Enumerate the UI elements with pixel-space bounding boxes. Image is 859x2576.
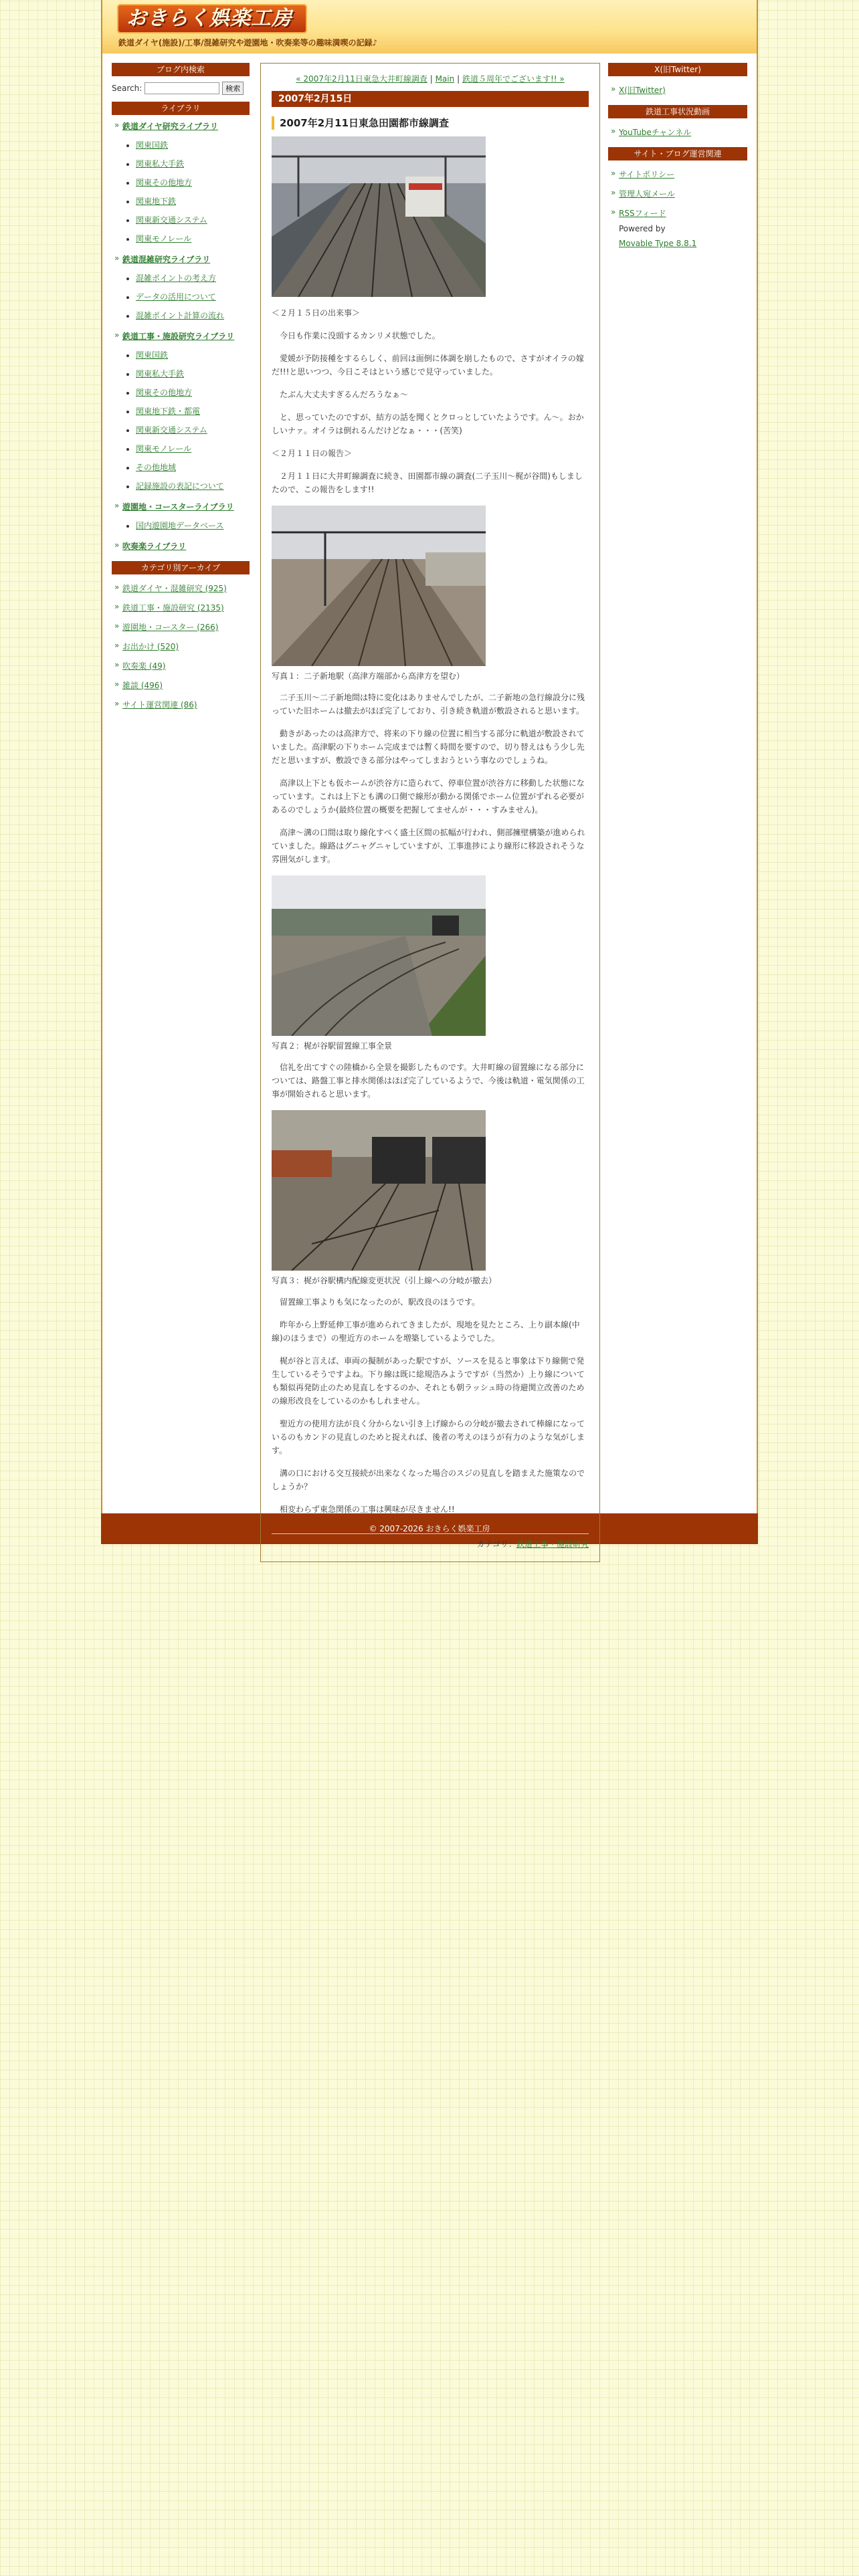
ops-link[interactable]: 管理人宛メール (619, 189, 675, 199)
entry-paragraph: 相変わらず東急関係の工事は興味が尽きません!! (272, 1505, 455, 1514)
library-sublink[interactable]: 関東その他地方 (136, 388, 193, 397)
library-group (112, 120, 250, 244)
library-link[interactable]: 鉄道工事・施設研究ライブラリ (122, 332, 235, 341)
library-sublink[interactable]: 関東その他地方 (136, 178, 193, 187)
library-sublink[interactable]: データの活用について (136, 292, 216, 302)
ops-title: サイト・ブログ運営関連 (608, 147, 747, 160)
list-item (136, 368, 250, 379)
entry-paragraph: 二子玉川～二子新地間は特に変化はありませんでしたが、二子新地の急行線設分に残っていた旧ホームは撤去がほぼ完了しており、引き続き軌道が敷設されると思います。 (272, 693, 585, 716)
entry-paragraph: たぶん大丈夫すぎるんだろうなぁ～ (272, 390, 409, 399)
list-item (112, 621, 250, 633)
archive-link[interactable]: サイト運営関連 (86) (122, 700, 197, 710)
list-item (136, 387, 250, 398)
channel-list (608, 126, 747, 138)
library-sublink[interactable]: 混雑ポイントの考え方 (136, 274, 217, 283)
list-item (112, 582, 250, 594)
entry-paragraph: ＜２月１１日の報告＞ (272, 449, 353, 458)
search-input[interactable] (145, 82, 219, 94)
list-item (136, 195, 250, 207)
site-footer: © 2007-2026 おきらく娯楽工房 (101, 1513, 758, 1544)
list-item (136, 291, 250, 302)
entry-title: 2007年2月11日東急田園都市線調査 (272, 116, 589, 130)
entry-box (260, 63, 600, 1562)
powered-by (608, 224, 747, 248)
search-label: Search: (112, 84, 142, 93)
list-item (136, 158, 250, 169)
entry-paragraph: 留置線工事よりも気になったのが、駅改良のほうです。 (272, 1297, 480, 1307)
entry-paragraph: 溝の口における交互接続が出来なくなった場合のスジの見直しを踏まえた施策なのでしょうか？ (272, 1469, 585, 1491)
list-item (136, 480, 250, 492)
library-sublink[interactable]: 記録施設の表記について (136, 481, 224, 491)
list-item (112, 679, 250, 691)
library-sublist (122, 139, 250, 244)
left-sidebar (112, 63, 250, 720)
site-tagline: 鉄道ダイヤ(施設)/工事/混雑研究や遊園地・吹奏楽等の趣味満喫の記録♪ (118, 38, 378, 47)
library-sublink[interactable]: 関東地下鉄・都電 (136, 407, 201, 416)
entry-paragraph: ＜２月１５日の出来事＞ (272, 308, 361, 318)
photo-caption: 写真３：梶が谷駅構内配線変更状況（引上線への分岐が撤去） (272, 1276, 497, 1285)
library-sublink[interactable]: 関東モノレール (136, 234, 192, 243)
list-item (112, 699, 250, 710)
list-item (136, 177, 250, 188)
library-sublink[interactable]: 関東地下鉄 (136, 197, 177, 206)
page-wrapper (101, 0, 758, 1549)
entry-paragraph: 高津以上下とも仮ホームが渋谷方に造られて、停車位置が渋谷方に移動した状態になっています。これは上下とも溝の口側で線形が動かる関係でホーム位置がずれる必要があるのでしょうか(最終位置の概要を把握してませんが・・・すみません)。 (272, 778, 585, 815)
list-item (136, 214, 250, 225)
library-sublink[interactable]: 混雑ポイント計算の流れ (136, 311, 225, 320)
next-entry-link[interactable]: 鉄道５周年でございます!! » (462, 74, 565, 84)
library-sublink[interactable]: その他地域 (136, 463, 177, 472)
photo-caption: 写真１：二子新地駅（高津方端部から高津方を望む） (272, 671, 465, 681)
list-item (608, 207, 747, 219)
archive-link[interactable]: 鉄道ダイヤ・混雑研究 (925) (122, 584, 227, 593)
library-sublink[interactable]: 関東私大手鉄 (136, 369, 185, 379)
library-group (112, 253, 250, 321)
entry-category (272, 1533, 589, 1549)
category-label: カテゴリ： (476, 1539, 516, 1549)
entry-paragraph: 昨年から上野延伸工事が進められてきましたが、現地を見たところ、上り副本線(中線)のほうまで）の聖近方のホームを増築しているようでした。 (272, 1320, 580, 1343)
photo-kajigaya-siding[interactable] (272, 875, 486, 1036)
library-sublink[interactable]: 関東新交通システム (136, 215, 207, 225)
library-title: ライブラリ (112, 102, 250, 115)
entry-nav (272, 73, 589, 84)
library-sublink[interactable]: 関東国鉄 (136, 140, 169, 150)
nav-separator: | (430, 74, 433, 84)
entry-date: 2007年2月15日 (272, 91, 589, 107)
nav-separator: | (457, 74, 460, 84)
library-link[interactable]: 鉄道混雑研究ライブラリ (122, 255, 211, 264)
archive-list (112, 582, 250, 710)
search-button[interactable]: 検索 (222, 82, 244, 95)
archive-link[interactable]: お出かけ (520) (122, 642, 179, 651)
entry-paragraph: 今日も作業に没頭するカンリメ状態でした。 (272, 331, 440, 340)
archive-link[interactable]: 雑談 (496) (122, 681, 163, 690)
library-sublink[interactable]: 関東国鉄 (136, 350, 169, 360)
list-item (136, 461, 250, 473)
library-sublist (122, 520, 250, 531)
photo-station-overview[interactable] (272, 136, 486, 297)
archive-link[interactable]: 吹奏楽 (49) (122, 661, 166, 671)
library-group (112, 501, 250, 531)
library-list (112, 120, 250, 552)
archive-title: カテゴリ別アーカイブ (112, 561, 250, 574)
library-group (112, 330, 250, 492)
list-item (136, 520, 250, 531)
list-item (112, 602, 250, 613)
entry-paragraph: ２月１１日に大井町線調査に続き、田園都市線の調査(二子玉川～梶が谷間)もしましたので、この報告をします!! (272, 471, 583, 494)
powered-link[interactable]: Movable Type 8.8.1 (619, 239, 697, 248)
entry-paragraph: 高津～溝の口間は取り線化すべく盛土区間の拡幅が行われ、側部擁壁構築が進められていました。線路はグニャグニャしていますが、工事進捗により線形に移設されそうな雰囲気がします。 (272, 828, 585, 864)
entry-paragraph: 愛媛が予防接種をするらしく、前回は面倒に体調を崩したもので、さすがオイラの嫁だ!!!と思いつつ、今日こそはという感じで見守っていました。 (272, 354, 584, 377)
search-title: ブログ内検索 (112, 63, 250, 76)
entry-paragraph: 信礼を出てすぐの陸橋から全景を撮影したものです。大井町線の留置線になる部分については、路盤工事と排水関係はほぼ完了しているようで、今後は軌道・電気関係の工事が開始されると思います。 (272, 1063, 585, 1099)
list-item (608, 188, 747, 199)
list-item (112, 660, 250, 671)
x-title: X(旧Twitter) (608, 63, 747, 76)
main-column (260, 63, 600, 1562)
list-item (136, 424, 250, 435)
list-item (608, 84, 747, 96)
ops-link[interactable]: サイトポリシー (619, 170, 675, 179)
site-logo[interactable]: おきらく娯楽工房 (117, 4, 307, 33)
list-item (136, 272, 250, 284)
library-link[interactable]: 鉄道ダイヤ研究ライブラリ (122, 122, 219, 131)
entry-paragraph: 動きがあったのは高津方で、将来の下り線の位置に相当する部分に軌道が敷設されていました。高津駅の下りホーム完成までは暫く時間を要すので、切り替えはもう少し先だと思いますが、敷設できる部分はやってしまおうという事なのでしょうね。 (272, 729, 585, 765)
list-item (136, 349, 250, 360)
entry-paragraph: と、思っていたのですが、結方の話を聞くとクロっとしていたようです。ん～。おかしいナァ。オイラは倒れるんだけどなぁ・・・(苦笑) (272, 413, 584, 435)
archive-link[interactable]: 遊園地・コースター (266) (122, 623, 219, 632)
entry-paragraph: 聖近方の使用方法が良く分からない引き上げ線からの分岐が撤去されて棒線になっているのもカンドの見直しのためと捉えれば、後者の考えのほうが有力のような気がします。 (272, 1419, 585, 1455)
list-item (136, 443, 250, 454)
x-list (608, 84, 747, 96)
library-sublink[interactable]: 関東モノレール (136, 444, 192, 453)
library-group (112, 540, 250, 552)
photo-futako-shinchi[interactable] (272, 506, 486, 666)
ops-link[interactable]: RSSフィード (619, 209, 666, 218)
library-sublink[interactable]: 関東私大手鉄 (136, 159, 185, 169)
youtube-link[interactable]: YouTubeチャンネル (619, 128, 692, 137)
channel-title: 鉄道工事状況動画 (608, 105, 747, 118)
main-link[interactable]: Main (435, 74, 455, 84)
entry-paragraph: 梶が谷と言えば、車両の擬制があった駅ですが、ソースを見ると事象は下り線側で発生しているそうですよね。下り線は既に総規浩みようですが（当然か）上り線についても類似再発防止のため見直しをするのか、それとも朝ラッシュ時の待避関立改善のための線形改良をしているのかもしれません。 (272, 1356, 585, 1406)
library-sublist (122, 272, 250, 321)
search-form (112, 82, 250, 95)
library-sublink[interactable]: 国内遊園地データベース (136, 521, 224, 530)
photo-kajigaya-track-change[interactable] (272, 1110, 486, 1271)
site-header (101, 0, 758, 53)
list-item (136, 139, 250, 150)
library-link[interactable]: 遊園地・コースターライブラリ (122, 502, 234, 512)
list-item (136, 233, 250, 244)
archive-link[interactable]: 鉄道工事・施設研究 (2135) (122, 603, 224, 613)
list-item (136, 310, 250, 321)
library-link[interactable]: 吹奏楽ライブラリ (122, 542, 187, 551)
x-link[interactable]: X(旧Twitter) (619, 86, 666, 95)
right-sidebar (608, 63, 747, 248)
list-item (608, 126, 747, 138)
list-item (112, 641, 250, 652)
entry-body (272, 136, 589, 1516)
library-sublink[interactable]: 関東新交通システム (136, 425, 207, 435)
library-sublist (122, 349, 250, 492)
photo-caption: 写真２：梶が谷駅留置線工事全景 (272, 1041, 393, 1051)
list-item (608, 169, 747, 180)
list-item (136, 405, 250, 417)
ops-list (608, 169, 747, 219)
category-link[interactable]: 鉄道工事・施設研究 (516, 1539, 589, 1549)
prev-entry-link[interactable]: « 2007年2月11日東急大井町線調査 (296, 74, 427, 84)
powered-label: Powered by (619, 224, 666, 233)
